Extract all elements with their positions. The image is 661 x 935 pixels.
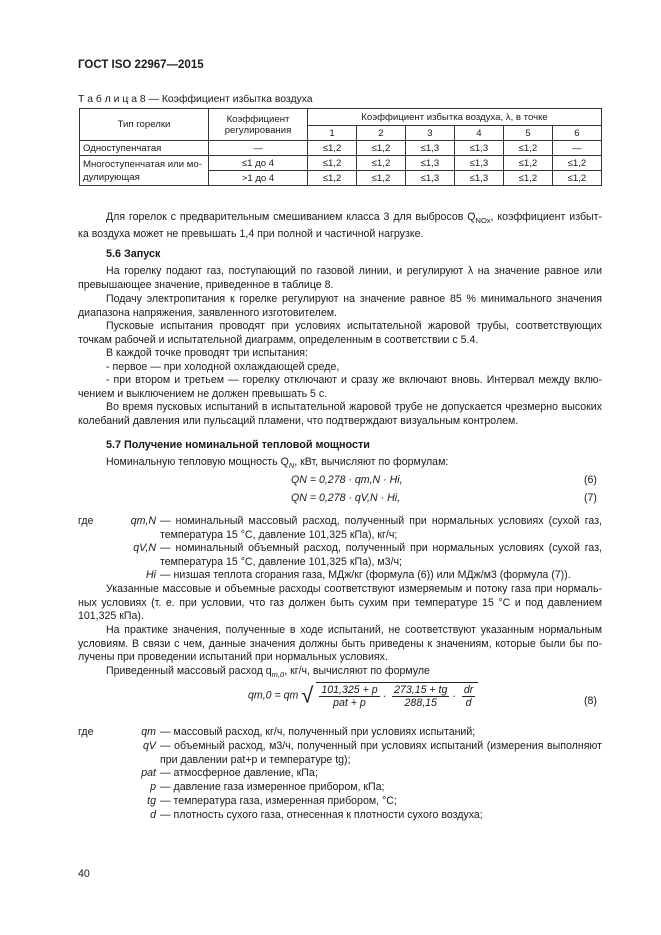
table-header-points: Коэффициент избытка воздуха, λ, в точке xyxy=(308,109,602,126)
point-label: 1 xyxy=(308,126,357,141)
definition-row xyxy=(78,569,602,583)
definition-symbol: d xyxy=(150,809,156,821)
paragraph: Указанные массовые и объемные расходы соответствуют измеряемым и потоку газа при нормаль-ных условиях (т. е. при условии, что газ должен быть сухим при температуре 15 °С и под давлением 101,325 кПа). xyxy=(78,583,602,623)
table-cell-type: Многоступенчатая или мо-дулирующая xyxy=(80,156,209,186)
equation-7-number: (7) xyxy=(584,492,597,504)
table-cell-reg: ≤1 до 4 xyxy=(209,156,308,171)
eq8-frac1-den: pat + p xyxy=(333,697,366,709)
definition-symbol: qm,N xyxy=(130,515,156,527)
sqrt-body: $\frac{101,325 + p}{\text{pat + p}}$ · $\frac{273,15 + tg}{288,15}$ · $\frac{dr}{d}$ xyxy=(316,682,478,709)
document-header: ГОСТ ISO 22967—2015 xyxy=(78,59,204,71)
table-cell-type: Одноступенчатая xyxy=(80,141,209,156)
definition-row xyxy=(78,515,602,542)
p4-part-a: Приведенный массовый расход q xyxy=(106,665,272,677)
eq8-lhs: qm,0 = qm xyxy=(248,689,299,702)
point-label: 4 xyxy=(454,126,503,141)
paragraph: Номинальную тепловую мощность $Q_N$, кВт, вычисляют по формулам: xyxy=(106,456,449,471)
definition-symbol: qV,N xyxy=(133,542,156,554)
table-row xyxy=(80,156,602,171)
table-cell: ≤1,2 xyxy=(308,141,357,156)
table-cell: ≤1,2 xyxy=(356,156,405,171)
definition-row xyxy=(78,767,602,781)
air-excess-table xyxy=(79,108,602,186)
table-header-coef-reg: Коэффициент регулирования xyxy=(209,109,308,141)
eq8-frac3-den: d xyxy=(465,697,472,709)
p4-part-b: , кг/ч, вычисляют по формуле xyxy=(284,665,430,677)
point-label: 6 xyxy=(552,126,601,141)
table-cell: ≤1,2 xyxy=(552,156,601,171)
equation-7: QN = 0,278 · qV,N · Hi, xyxy=(291,492,401,504)
paragraph: - при втором и третьем — горелку отключают и сразу же включают вновь. Интервал между вклю-чением и выключением не должен превышать 5 с. xyxy=(78,374,602,400)
eq8-frac3-num: dr xyxy=(463,684,474,696)
table-cell: ≤1,3 xyxy=(405,141,454,156)
definition-text: — низшая теплота сгорания газа, МДж/кг (формула (6)) или МДж/м3 (формула (7)). xyxy=(160,569,571,581)
paragraph: Пусковые испытания проводят при условиях испытательной жаровой трубы, соответствующих точкам рабочей и испытательной диаграмм, определенным в соответствии с 5.4. xyxy=(78,320,602,346)
table-note-part-b: , коэффициент избыт-ка воздуха может не превышать 1,4 при полной и частичной нагрузке. xyxy=(78,211,603,240)
definition-row xyxy=(78,795,602,809)
eq8-frac2-num: 273,15 + tg xyxy=(394,684,448,696)
definition-text: — атмосферное давление, кПа; xyxy=(160,767,318,779)
point-label: 3 xyxy=(405,126,454,141)
definition-row xyxy=(78,740,602,767)
page-number: 40 xyxy=(78,868,90,880)
table-cell: ≤1,3 xyxy=(454,141,503,156)
table-caption: Т а б л и ц а 8 — Коэффициент избытка воздуха xyxy=(78,94,313,105)
definition-row xyxy=(78,781,602,795)
table-row xyxy=(80,141,602,156)
table-header-row xyxy=(80,109,602,126)
table-note xyxy=(78,211,602,241)
table-cell: ≤1,2 xyxy=(356,141,405,156)
table-cell: ≤1,2 xyxy=(503,141,552,156)
intro-part-b: , кВт, вычисляют по формулам: xyxy=(294,456,449,468)
paragraph: На практике значения, полученные в ходе испытаний, не соответствуют указанным нормальным условиям. В связи с чем, данные значения должны быть приведены к значениям, которые были бы по-лучены при проведении испытаний при нормальных условиях. xyxy=(78,624,602,664)
eq8-frac2-den: 288,15 xyxy=(404,697,437,709)
table-cell: ≤1,3 xyxy=(454,156,503,171)
eq8-frac1-num: 101,325 + p xyxy=(321,684,378,696)
section-5-7-title: 5.7 Получение номинальной тепловой мощности xyxy=(106,439,370,451)
definition-text: — давление газа измеренное прибором, кПа; xyxy=(160,781,385,793)
table-cell: ≤1,3 xyxy=(454,171,503,186)
table-cell: ≤1,2 xyxy=(356,171,405,186)
table-cell: ≤1,3 xyxy=(405,156,454,171)
paragraph: На горелку подают газ, поступающий по газовой линии, и регулируют λ на значение равное или превышающее значение, приведенное в таблице 8. xyxy=(78,265,602,291)
definition-text: — номинальный объемный расход, полученный при нормальных условиях (сухой газ, температура 15 °С, давление 101,325 кПа), м3/ч; xyxy=(160,542,602,568)
definition-text: — номинальный массовый расход, полученный при нормальных условиях (сухой газ, температура 15 °С, давление 101,325 кПа), кг/ч; xyxy=(160,515,602,541)
definition-symbol: pat xyxy=(141,767,156,779)
definition-symbol: Hi xyxy=(145,569,156,581)
table-cell: ≤1,2 xyxy=(503,171,552,186)
equation-8-number: (8) xyxy=(584,695,597,707)
table-note-sub: NOx xyxy=(475,216,491,226)
equation-6-number: (6) xyxy=(584,474,597,486)
table-note-part-a: Для горелок с предварительным смешиванием класса 3 для выбросов Q xyxy=(106,211,476,223)
definitions-list-2 xyxy=(78,726,602,823)
definition-text: — температура газа, измеренная прибором, °С; xyxy=(160,795,397,807)
definition-symbol: qm xyxy=(141,726,156,738)
table-cell-reg: >1 до 4 xyxy=(209,171,308,186)
table-cell: ≤1,3 xyxy=(405,171,454,186)
definition-row xyxy=(78,726,602,740)
paragraph: Приведенный массовый расход $q_{m,0}$, кг/ч, вычисляют по формуле xyxy=(106,665,430,680)
table-cell: ≤1,2 xyxy=(503,156,552,171)
equation-6: QN = 0,278 · qm,N · Hi, xyxy=(291,474,403,486)
table-cell: — xyxy=(552,141,601,156)
intro-part-a: Номинальную тепловую мощность Q xyxy=(106,456,289,468)
definition-text: — плотность сухого газа, отнесенная к плотности сухого воздуха; xyxy=(160,809,483,821)
definition-symbol: p xyxy=(150,781,156,793)
equation-8 xyxy=(248,682,478,709)
definition-text: — массовый расход, кг/ч, полученный при условиях испытаний; xyxy=(160,726,476,738)
definition-row xyxy=(78,809,602,823)
table-cell: ≤1,2 xyxy=(308,171,357,186)
where-label: где xyxy=(78,726,94,738)
paragraph: В каждой точке проводят три испытания: xyxy=(106,347,308,359)
where-label: где xyxy=(78,515,94,527)
point-label: 2 xyxy=(356,126,405,141)
point-label: 5 xyxy=(503,126,552,141)
definition-symbol: tg xyxy=(147,795,156,807)
table-cell: ≤1,2 xyxy=(552,171,601,186)
definition-row xyxy=(78,542,602,569)
paragraph: - первое — при холодной охлаждающей среде, xyxy=(106,361,340,373)
definition-symbol: qV xyxy=(143,740,156,752)
table-header-burner-type: Тип горелки xyxy=(80,109,209,141)
definition-text: — объемный расход, м3/ч, полученный при условиях испытаний (измерения выполняют при давлении pat+p и температуре tg); xyxy=(160,740,602,766)
paragraph: Во время пусковых испытаний в испытательной жаровой трубе не допускается чрезмерно высоких колебаний давления или пульсаций пламени, что подтверждают визуальным контролем. xyxy=(78,401,602,427)
paragraph: Подачу электропитания к горелке регулируют на значение равное 85 % минимального значения диапазона напряжения, заявленного изготовителем. xyxy=(78,293,602,319)
sqrt-sign: √ xyxy=(301,682,314,708)
table-cell-reg: — xyxy=(209,141,308,156)
section-5-6-title: 5.6 Запуск xyxy=(106,248,161,260)
definitions-list-1 xyxy=(78,515,602,583)
table-cell: ≤1,2 xyxy=(308,156,357,171)
